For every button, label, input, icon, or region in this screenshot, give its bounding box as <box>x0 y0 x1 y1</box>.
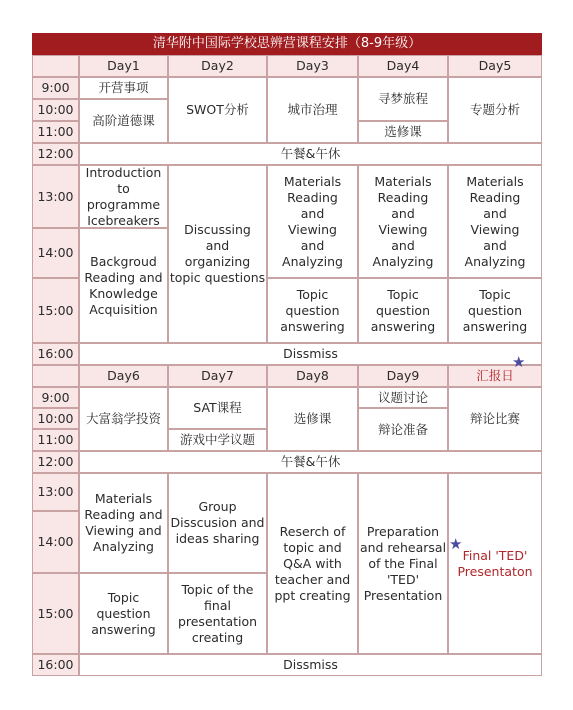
time-label: 15:00 <box>32 278 79 343</box>
time-label: 12:00 <box>32 451 79 473</box>
day7-topic-cell: Topic of the final presentation creating <box>168 573 267 654</box>
time-label: 9:00 <box>32 77 79 99</box>
day4-dream-cell: 寻梦旅程 <box>358 77 448 121</box>
day6-morning-cell: 大富翁学投资 <box>79 387 168 451</box>
day7-game-cell: 游戏中学议题 <box>168 429 267 451</box>
time-label: 14:00 <box>32 228 79 278</box>
day-header: Day8 <box>267 365 358 387</box>
day9-afternoon-cell: Preparation and rehearsal of the Final 'TED' Presentation <box>358 473 448 654</box>
day2-afternoon-cell: Discussing and organizing topic questions <box>168 165 267 343</box>
time-label: 10:00 <box>32 408 79 429</box>
day9-discuss-cell: 议题讨论 <box>358 387 448 408</box>
lunch-row: 午餐&午休 <box>79 451 542 473</box>
time-label: 13:00 <box>32 165 79 228</box>
day6-topic-cell: Topic question answering <box>79 573 168 654</box>
day-header: Day3 <box>267 55 358 77</box>
time-label: 13:00 <box>32 473 79 511</box>
final-ted-cell: Final 'TED' Presentaton <box>448 473 542 654</box>
day7-group-cell: Group Disscusion and ideas sharing <box>168 473 267 573</box>
day1-ethics-cell: 高阶道德课 <box>79 99 168 143</box>
star-icon: ★ <box>512 353 526 371</box>
day1-opening-cell: 开营事项 <box>79 77 168 99</box>
day1-intro-cell: Introduction to programme Icebreakers <box>79 165 168 228</box>
day5-topic-cell: Topic question answering <box>448 278 542 343</box>
day-header: Day2 <box>168 55 267 77</box>
day4-materials-cell: Materials Reading and Viewing and Analyzing <box>358 165 448 278</box>
header-corner <box>32 55 79 77</box>
day5-materials-cell: Materials Reading and Viewing and Analyzing <box>448 165 542 278</box>
schedule-title: 清华附中国际学校思辨营课程安排（8-9年级） <box>32 33 542 55</box>
lunch-row: 午餐&午休 <box>79 143 542 165</box>
time-label: 16:00 <box>32 654 79 676</box>
time-label: 15:00 <box>32 573 79 654</box>
time-label: 11:00 <box>32 121 79 143</box>
day-header: Day5 <box>448 55 542 77</box>
day5-morning-cell: 专题分析 <box>448 77 542 143</box>
day6-materials-cell: Materials Reading and Viewing and Analyzing <box>79 473 168 573</box>
day4-topic-cell: Topic question answering <box>358 278 448 343</box>
day3-morning-cell: 城市治理 <box>267 77 358 143</box>
time-label: 16:00 <box>32 343 79 365</box>
dismiss-row: Dissmiss <box>79 654 542 676</box>
time-label: 11:00 <box>32 429 79 451</box>
schedule-table <box>32 33 542 676</box>
time-label: 10:00 <box>32 99 79 121</box>
day-header: Day1 <box>79 55 168 77</box>
day8-afternoon-cell: Reserch of topic and Q&A with teacher and ppt creating <box>267 473 358 654</box>
day3-topic-cell: Topic question answering <box>267 278 358 343</box>
day9-prep-cell: 辩论准备 <box>358 408 448 451</box>
day2-morning-cell: SWOT分析 <box>168 77 267 143</box>
day3-materials-cell: Materials Reading and Viewing and Analyzing <box>267 165 358 278</box>
day-header: Day6 <box>79 365 168 387</box>
day8-morning-cell: 选修课 <box>267 387 358 451</box>
header-corner <box>32 365 79 387</box>
day-header: Day9 <box>358 365 448 387</box>
time-label: 14:00 <box>32 511 79 573</box>
time-label: 12:00 <box>32 143 79 165</box>
day-header: Day4 <box>358 55 448 77</box>
final-debate-cell: 辩论比赛 <box>448 387 542 451</box>
day-header: Day7 <box>168 365 267 387</box>
day4-elective-cell: 选修课 <box>358 121 448 143</box>
day1-reading-cell: Backgroud Reading and Knowledge Acquisition <box>79 228 168 343</box>
time-label: 9:00 <box>32 387 79 408</box>
report-day-header: 汇报日 <box>448 365 542 387</box>
dismiss-row: Dissmiss <box>79 343 542 365</box>
star-icon: ★ <box>449 535 463 553</box>
day7-sat-cell: SAT课程 <box>168 387 267 429</box>
